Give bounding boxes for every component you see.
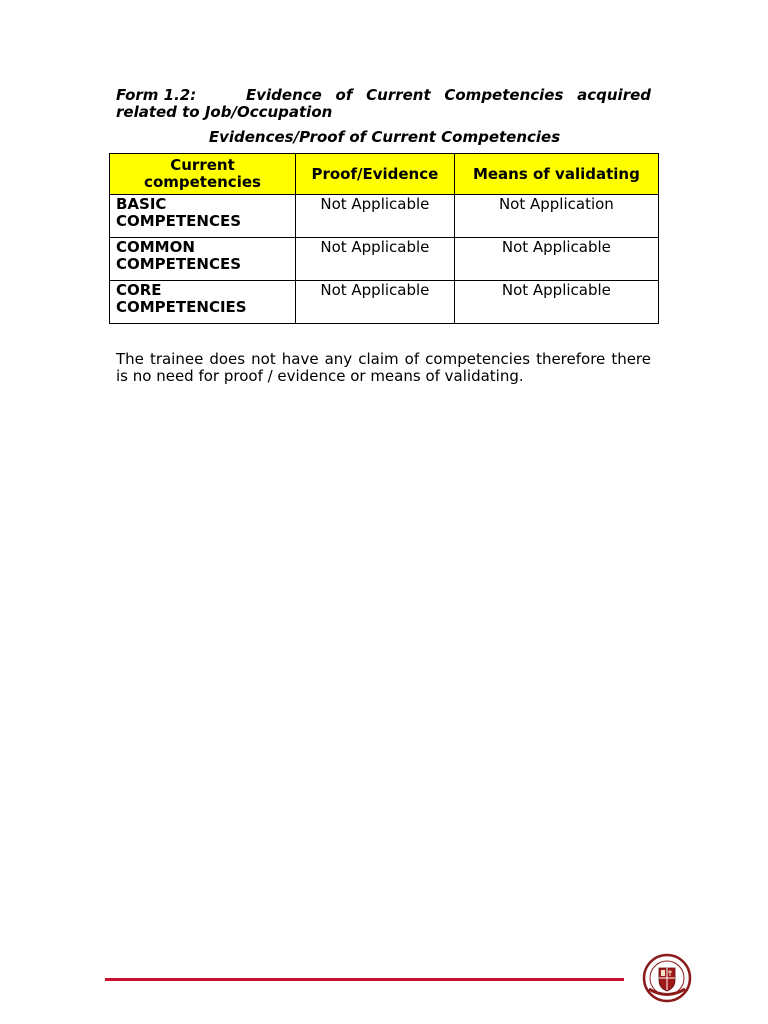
header-means-of-validating: Means of validating xyxy=(454,154,658,195)
row-proof: Not Applicable xyxy=(296,195,455,238)
form-label: Form 1.2: xyxy=(116,86,197,104)
row-proof: Not Applicable xyxy=(296,238,455,281)
row-category: COMMON COMPETENCES xyxy=(110,238,296,281)
table-row xyxy=(110,281,659,324)
table-title: Evidences/Proof of Current Competencies xyxy=(208,128,561,146)
row-category: BASIC COMPETENCES xyxy=(110,195,296,238)
row-means: Not Applicable xyxy=(454,238,658,281)
note-paragraph: The trainee does not have any claim of competencies therefore there is no need for proof / evidence or means of validating. xyxy=(116,350,651,385)
form-title-line2: related to Job/Occupation xyxy=(116,103,333,121)
header-current-competencies: Current competencies xyxy=(110,154,296,195)
form-heading xyxy=(116,87,651,121)
row-means: Not Application xyxy=(454,195,658,238)
row-proof: Not Applicable xyxy=(296,281,455,324)
table-row xyxy=(110,238,659,281)
college-seal-logo xyxy=(639,953,695,1003)
header-proof-evidence: Proof/Evidence xyxy=(296,154,455,195)
evidence-table xyxy=(109,153,659,324)
footer-divider xyxy=(105,978,624,981)
form-title-line1: Evidence of Current Competencies acquired xyxy=(246,86,651,104)
form-heading-line1 xyxy=(116,87,651,104)
row-category: CORE COMPETENCIES xyxy=(110,281,296,324)
table-header-row xyxy=(110,154,659,195)
table-row xyxy=(110,195,659,238)
row-means: Not Applicable xyxy=(454,281,658,324)
